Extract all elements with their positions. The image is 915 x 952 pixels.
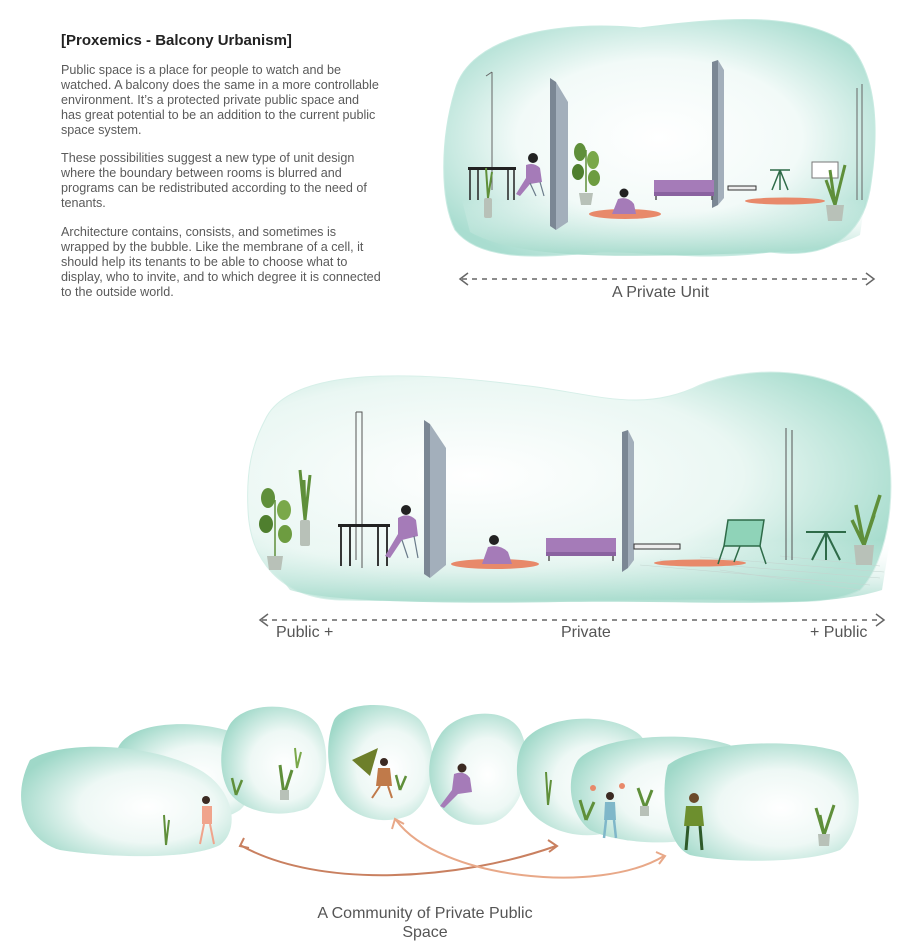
chair-icon xyxy=(812,162,838,178)
rug-icon xyxy=(654,560,746,567)
public-private-public-bubble xyxy=(248,372,891,603)
community-label: A Community of Private Public Space xyxy=(317,905,533,941)
private-unit-label: A Private Unit xyxy=(612,284,709,301)
wall-panel-icon xyxy=(424,420,430,578)
membrane-paragraph: Architecture contains, consists, and sometimes is wrapped by the bubble. Like the membrane of a cell, it should help its tenants to be able to choose what to display, who to invite, and to which degree it is connected to the outside world. xyxy=(61,225,381,299)
private-label: Private xyxy=(561,624,611,641)
wall-panel-icon xyxy=(622,430,628,572)
page-title: [Proxemics - Balcony Urbanism] xyxy=(61,32,292,49)
rug-icon xyxy=(745,198,825,205)
community-pods xyxy=(21,705,859,861)
private-unit-bubble xyxy=(444,19,875,256)
unit-design-paragraph: These possibilities suggest a new type of unit design where the boundary between rooms is blurred and programs can be redistributed according to the need of tenants. xyxy=(61,151,367,210)
intro-paragraph: Public space is a place for people to watch and be watched. A balcony does the same in a more controllable environment. It’s a protected private public space and has great potential to be an addition to the current public space system. xyxy=(61,63,379,137)
public-right-label: + Public xyxy=(810,624,868,641)
public-left-label: Public + xyxy=(276,624,334,641)
wall-panel-icon xyxy=(550,78,556,230)
